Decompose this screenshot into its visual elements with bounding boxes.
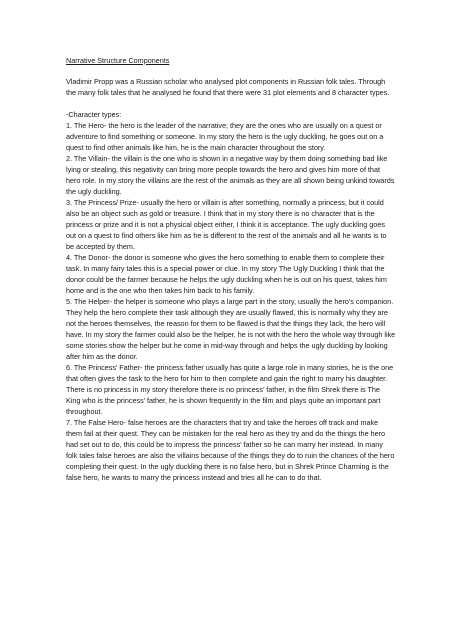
character-type-villain: 2. The Villain- the villain is the one who is shown in a negative way by them doing something bad like lying or stealing, this negativity can bring more people towards the hero and gives him more of that hero role. In my story the villains are the rest of the animals as they are all shown being unkind towards the ugly duckling. [66,154,395,196]
character-type-hero: 1. The Hero- the hero is the leader of the narrative; they are the ones who are usually on a quest or adventure to find something or someone. In my story the hero is the ugly duckling, he goes out on a quest to find other animals like him, he is the main character throughout the story. [66,121,384,152]
character-type-helper: 5. The Helper- the helper is someone who plays a large part in the story, usually the hero’s companion. They help the hero complete their task although they are usually flawed, this is normally why they are not the heroes themselves, the reason for them to be flawed is that the things they lack, the hero will have. In my story the farmer could also be the helper, he is not with the hero the whole way through like some stories show the helper but he come in mid-way through and helps the ugly duckling by looking after him as the donor. [66,297,396,361]
document-title: Narrative Structure Components [66,56,170,65]
section-heading: -Character types: [66,110,122,119]
character-type-princess-father: 6. The Princess’ Father- the princess father usually has quite a large role in many stories, he is the one that often gives the task to the hero for him to then complete and gain the right to marry his daughter. There is no princess in my story therefore there is no princess’ father, in the film Shrek there is The King who is the princess’ father, he is shown frequently in the film and plays quite an important part throughout. [66,363,394,416]
character-type-princess-prize: 3. The Princess/ Prize- usually the hero or villain is after something, normally a princess, but it could also be an object such as gold or treasure. I think that in my story there is no character that is the princess or prize and it is not a physical object either, I think it is acceptance. The ugly duckling goes out on a quest to find others like him as he is different to the rest of the animals and all he wants is to be accepted by them. [66,198,387,251]
character-type-false-hero: 7. The False Hero- false heroes are the characters that try and take the heroes off track and make them fail at their quest. They can be mistaken for the real hero as they try and do the things the hero had set out to do, this could be to impress the princess’ father so he can marry her instead. In many folk tales false heroes are also the villains because of the things they do to ruin the chances of the hero completing their quest. In the ugly duckling there is no false hero, but in Shrek Prince Charming is the false hero, he wants to marry the princess instead and tries all he can to do that. [66,418,395,482]
document-body [66,55,396,483]
intro-paragraph: Vladimir Propp was a Russian scholar who analysed plot components in Russian folk tales. Through the many folk tales that he analysed he found that there were 31 plot elements and 8 character types. [66,77,390,97]
character-type-donor: 4. The Donor- the donor is someone who gives the hero something to enable them to complete their task. In many fairy tales this is a special power or clue. In my story The Ugly Duckling I think that the donor could be the farmer because he helps the ugly duckling when he is out on his quest, takes him home and is the one who then takes him back to his family. [66,253,387,295]
